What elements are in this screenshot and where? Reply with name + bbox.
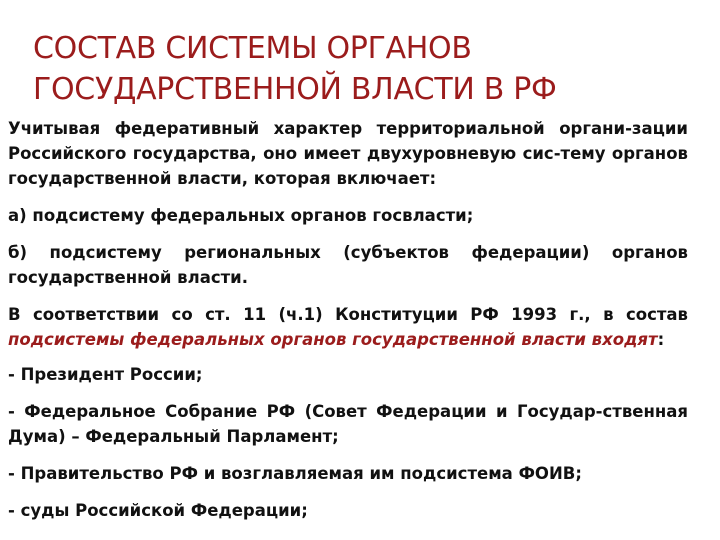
list-item-government: - Правительство РФ и возглавляемая им подсистема ФОИВ;: [8, 464, 582, 483]
slide-body: [8, 116, 688, 535]
title-line-2: ГОСУДАРСТВЕННОЙ ВЛАСТИ В РФ: [33, 72, 557, 107]
slide-title: [33, 28, 693, 110]
constitution-suffix: :: [657, 330, 665, 349]
item-b-paragraph: б) подсистему региональных (субъектов федерации) органов государственной власти.: [8, 243, 688, 287]
list-item-courts: - суды Российской Федерации;: [8, 501, 308, 520]
list-item-assembly: - Федеральное Собрание РФ (Совет Федерации и Государ-ственная Дума) – Федеральный Парламент;: [8, 402, 688, 446]
intro-paragraph: Учитывая федеративный характер территориальной органи-зации Российского государства, оно имеет двухуровневую сис-тему органов государственной власти, которая включает:: [8, 119, 688, 188]
constitution-prefix: В соответствии со ст. 11 (ч.1) Конституции РФ 1993 г., в состав: [8, 305, 688, 324]
constitution-paragraph: [8, 302, 688, 352]
title-line-1: СОСТАВ СИСТЕМЫ ОРГАНОВ: [33, 31, 472, 66]
item-a-paragraph: а) подсистему федеральных органов госвласти;: [8, 206, 474, 225]
list-item-president: - Президент России;: [8, 365, 203, 384]
constitution-highlight: подсистемы федеральных органов государственной власти входят: [8, 330, 658, 349]
